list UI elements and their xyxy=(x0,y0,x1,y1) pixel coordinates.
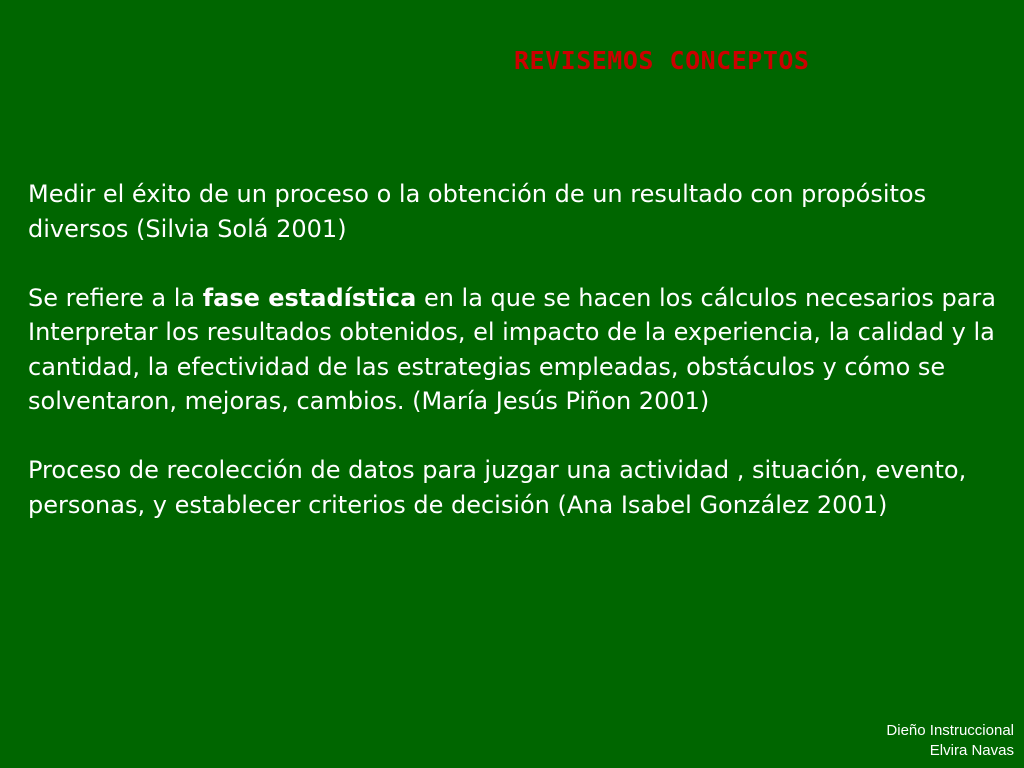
slide-footer xyxy=(886,721,1014,761)
footer-author: Elvira Navas xyxy=(929,742,1014,759)
paragraph-2-emphasis: fase estadística xyxy=(202,283,417,312)
paragraph-3: Proceso de recolección de datos para juzgar una actividad , situación, evento, personas, y establecer criterios de decisión (Ana Isabel González 2001) xyxy=(28,456,967,519)
slide-body xyxy=(28,177,1008,522)
paragraph-2 xyxy=(28,281,1008,419)
footer-course: Dieño Instruccional xyxy=(886,722,1014,739)
paragraph-1: Medir el éxito de un proceso o la obtención de un resultado con propósitos diversos (Silvia Solá 2001) xyxy=(28,180,927,243)
slide-title: REVISEMOS CONCEPTOS xyxy=(514,46,810,75)
paragraph-2-rest: en la que se hacen los cálculos necesarios para Interpretar los resultados obtenidos, el impacto de la experiencia, la calidad y la cantidad, la efectividad de las estrategias empleadas, obstáculos y cómo se solventaron, mejoras, cambios. (María Jesús Piñon 2001) xyxy=(28,283,996,415)
paragraph-2-intro: Se refiere a la xyxy=(28,283,203,312)
